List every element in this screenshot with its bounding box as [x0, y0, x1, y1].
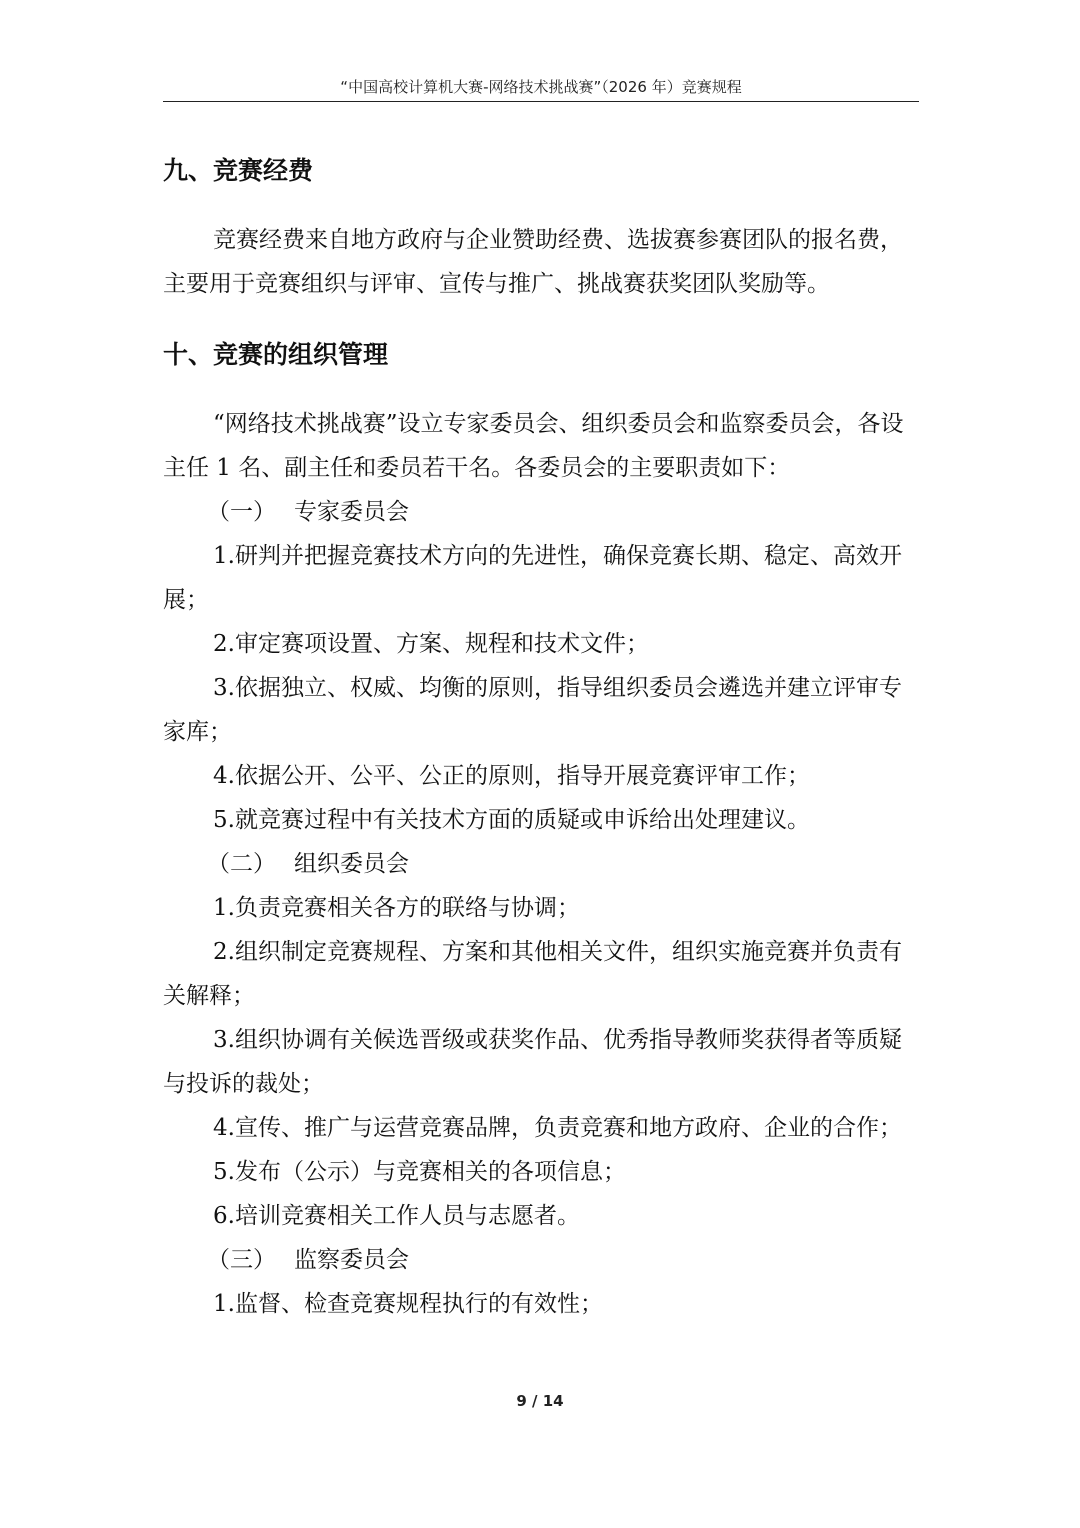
list-item: 3.依据独立、权威、均衡的原则，指导组织委员会遴选并建立评审专家库；: [163, 675, 902, 745]
subheading-title: 组织委员会: [294, 851, 409, 877]
header-divider: [163, 101, 919, 102]
list-item: 4.依据公开、公平、公正的原则，指导开展竞赛评审工作；: [213, 763, 810, 789]
list-item: 2.组织制定竞赛规程、方案和其他相关文件，组织实施竞赛并负责有关解释；: [163, 939, 902, 1009]
subheading-expert-committee: [163, 490, 919, 534]
section-heading-funding: 九、竞赛经费: [163, 156, 314, 185]
funding-paragraph: 竞赛经费来自地方政府与企业赞助经费、选拔赛参赛团队的报名费，主要用于竞赛组织与评审、宣传与推广、挑战赛获奖团队奖励等。: [163, 227, 903, 297]
list-item: 6.培训竞赛相关工作人员与志愿者。: [213, 1203, 580, 1229]
subheading-marker: （三）: [207, 1247, 276, 1273]
list-item: 5.发布（公示）与竞赛相关的各项信息；: [213, 1159, 626, 1185]
list-item: 5.就竞赛过程中有关技术方面的质疑或申诉给出处理建议。: [213, 807, 810, 833]
organization-intro: “网络技术挑战赛”设立专家委员会、组织委员会和监察委员会，各设主任 1 名、副主任和委员若干名。各委员会的主要职责如下：: [163, 411, 904, 481]
running-header: “中国高校计算机大赛-网络技术挑战赛”（2026 年）竞赛规程: [340, 78, 742, 96]
subheading-organizing-committee: [163, 842, 919, 886]
list-item: 4.宣传、推广与运营竞赛品牌，负责竞赛和地方政府、企业的合作；: [213, 1115, 902, 1141]
list-item: 1.负责竞赛相关各方的联络与协调；: [213, 895, 580, 921]
subheading-marker: （二）: [207, 851, 276, 877]
list-item: 1.研判并把握竞赛技术方向的先进性，确保竞赛长期、稳定、高效开展；: [163, 543, 902, 613]
subheading-title: 专家委员会: [294, 499, 409, 525]
list-item: 3.组织协调有关候选晋级或获奖作品、优秀指导教师奖获得者等质疑与投诉的裁处；: [163, 1027, 902, 1097]
list-item: 2.审定赛项设置、方案、规程和技术文件；: [213, 631, 649, 657]
subheading-marker: （一）: [207, 499, 276, 525]
list-item: 1.监督、检查竞赛规程执行的有效性；: [213, 1291, 603, 1317]
page-number: 9 / 14: [516, 1392, 564, 1410]
document-body: [163, 148, 919, 1326]
subheading-title: 监察委员会: [294, 1247, 409, 1273]
subheading-supervisory-committee: [163, 1238, 919, 1282]
section-heading-organization: 十、竞赛的组织管理: [163, 340, 389, 369]
